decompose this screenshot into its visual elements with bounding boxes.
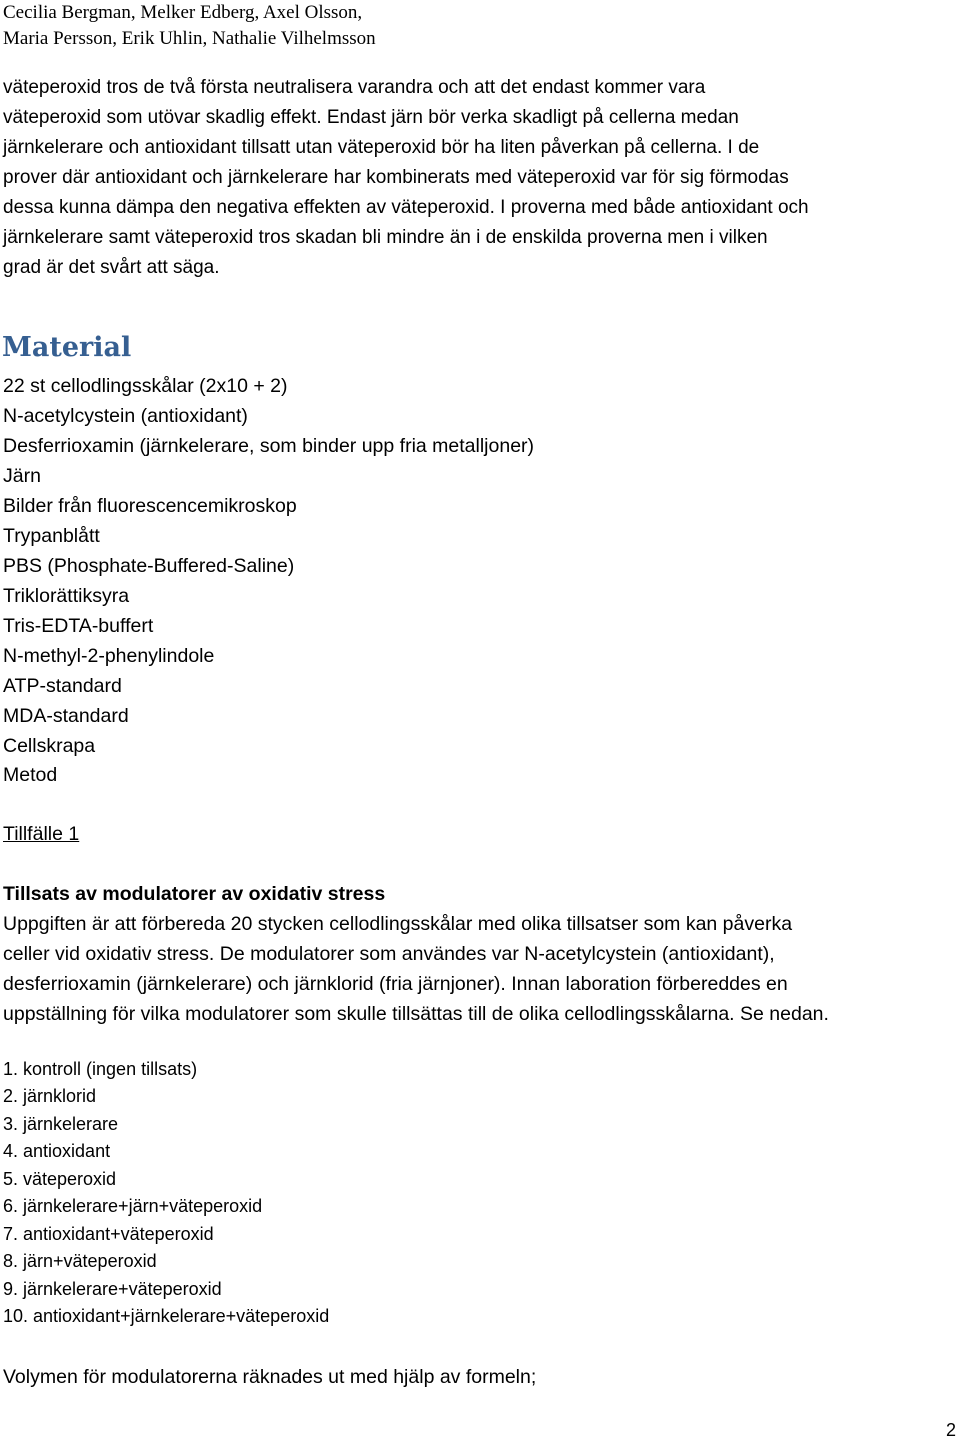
intro-line: grad är det svårt att säga.	[3, 257, 220, 278]
material-heading: Material	[2, 332, 132, 363]
modulator-list-item: 10. antioxidant+järnkelerare+väteperoxid	[3, 1306, 330, 1326]
modulator-list-item: 5. väteperoxid	[3, 1169, 117, 1189]
material-item: Triklorättiksyra	[3, 585, 130, 607]
material-item: Desferrioxamin (järnkelerare, som binder upp fria metalljoner)	[3, 435, 535, 457]
intro-line: väteperoxid tros de två första neutralisera varandra och att det endast kommer vara	[3, 77, 706, 98]
authors-header	[3, 0, 376, 52]
modulator-list-item: 4. antioxidant	[3, 1141, 111, 1161]
method-body-line: celler vid oxidativ stress. De modulatorer som användes var N-acetylcystein (antioxidant),	[3, 943, 775, 965]
modulator-list-item: 8. järn+väteperoxid	[3, 1251, 157, 1271]
intro-line: väteperoxid som utövar skadlig effekt. Endast järn bör verka skadligt på cellerna medan	[3, 107, 739, 128]
method-body-line: desferrioxamin (järnkelerare) och järnklorid (fria järnjoner). Innan laboration förbereddes en	[3, 973, 788, 995]
session-title: Tillfälle 1	[3, 823, 80, 845]
material-item: Bilder från fluorescencemikroskop	[3, 495, 297, 517]
page-number: 2	[945, 1420, 956, 1440]
closing-line: Volymen för modulatorerna räknades ut med hjälp av formeln;	[3, 1366, 537, 1388]
intro-line: järnkelerare och antioxidant tillsatt utan väteperoxid bör ha liten påverkan på cellerna. I de	[3, 137, 760, 158]
material-item: Järn	[3, 465, 41, 487]
authors-line-2: Maria Persson, Erik Uhlin, Nathalie Vilhelmsson	[3, 28, 376, 49]
material-item: ATP-standard	[3, 675, 122, 697]
material-item: Cellskrapa	[3, 735, 96, 757]
material-item: MDA-standard	[3, 705, 129, 727]
material-item: Tris-EDTA-buffert	[3, 615, 154, 637]
modulator-list-item: 6. järnkelerare+järn+väteperoxid	[3, 1196, 263, 1216]
modulator-list-item: 7. antioxidant+väteperoxid	[3, 1224, 214, 1244]
modulator-list-item: 1. kontroll (ingen tillsats)	[3, 1059, 198, 1079]
modulator-list-item: 9. järnkelerare+väteperoxid	[3, 1279, 222, 1299]
section-title: Tillsats av modulatorer av oxidativ stress	[3, 883, 386, 905]
method-body-line: uppställning för vilka modulatorer som skulle tillsättas till de olika cellodlingsskålarna. Se nedan.	[3, 1003, 829, 1025]
modulator-list-item: 3. järnkelerare	[3, 1114, 119, 1134]
intro-line: prover där antioxidant och järnkelerare har kombinerats med väteperoxid var för sig förmodas	[3, 167, 789, 188]
material-item: N-methyl-2-phenylindole	[3, 645, 215, 667]
intro-line: dessa kunna dämpa den negativa effekten av väteperoxid. I proverna med både antioxidant och	[3, 197, 809, 218]
material-item: 22 st cellodlingsskålar (2x10 + 2)	[3, 375, 288, 397]
method-body-line: Uppgiften är att förbereda 20 stycken cellodlingsskålar med olika tillsatser som kan påverka	[3, 913, 793, 935]
authors-line-1: Cecilia Bergman, Melker Edberg, Axel Olsson,	[3, 2, 363, 23]
material-item: N-acetylcystein (antioxidant)	[3, 405, 248, 427]
intro-line: järnkelerare samt väteperoxid tros skadan bli mindre än i de enskilda proverna men i vilken	[3, 227, 768, 248]
modulator-list-item: 2. järnklorid	[3, 1086, 97, 1106]
material-item: PBS (Phosphate-Buffered-Saline)	[3, 555, 295, 577]
material-item: Trypanblått	[3, 525, 100, 547]
metod-label: Metod	[3, 764, 58, 786]
